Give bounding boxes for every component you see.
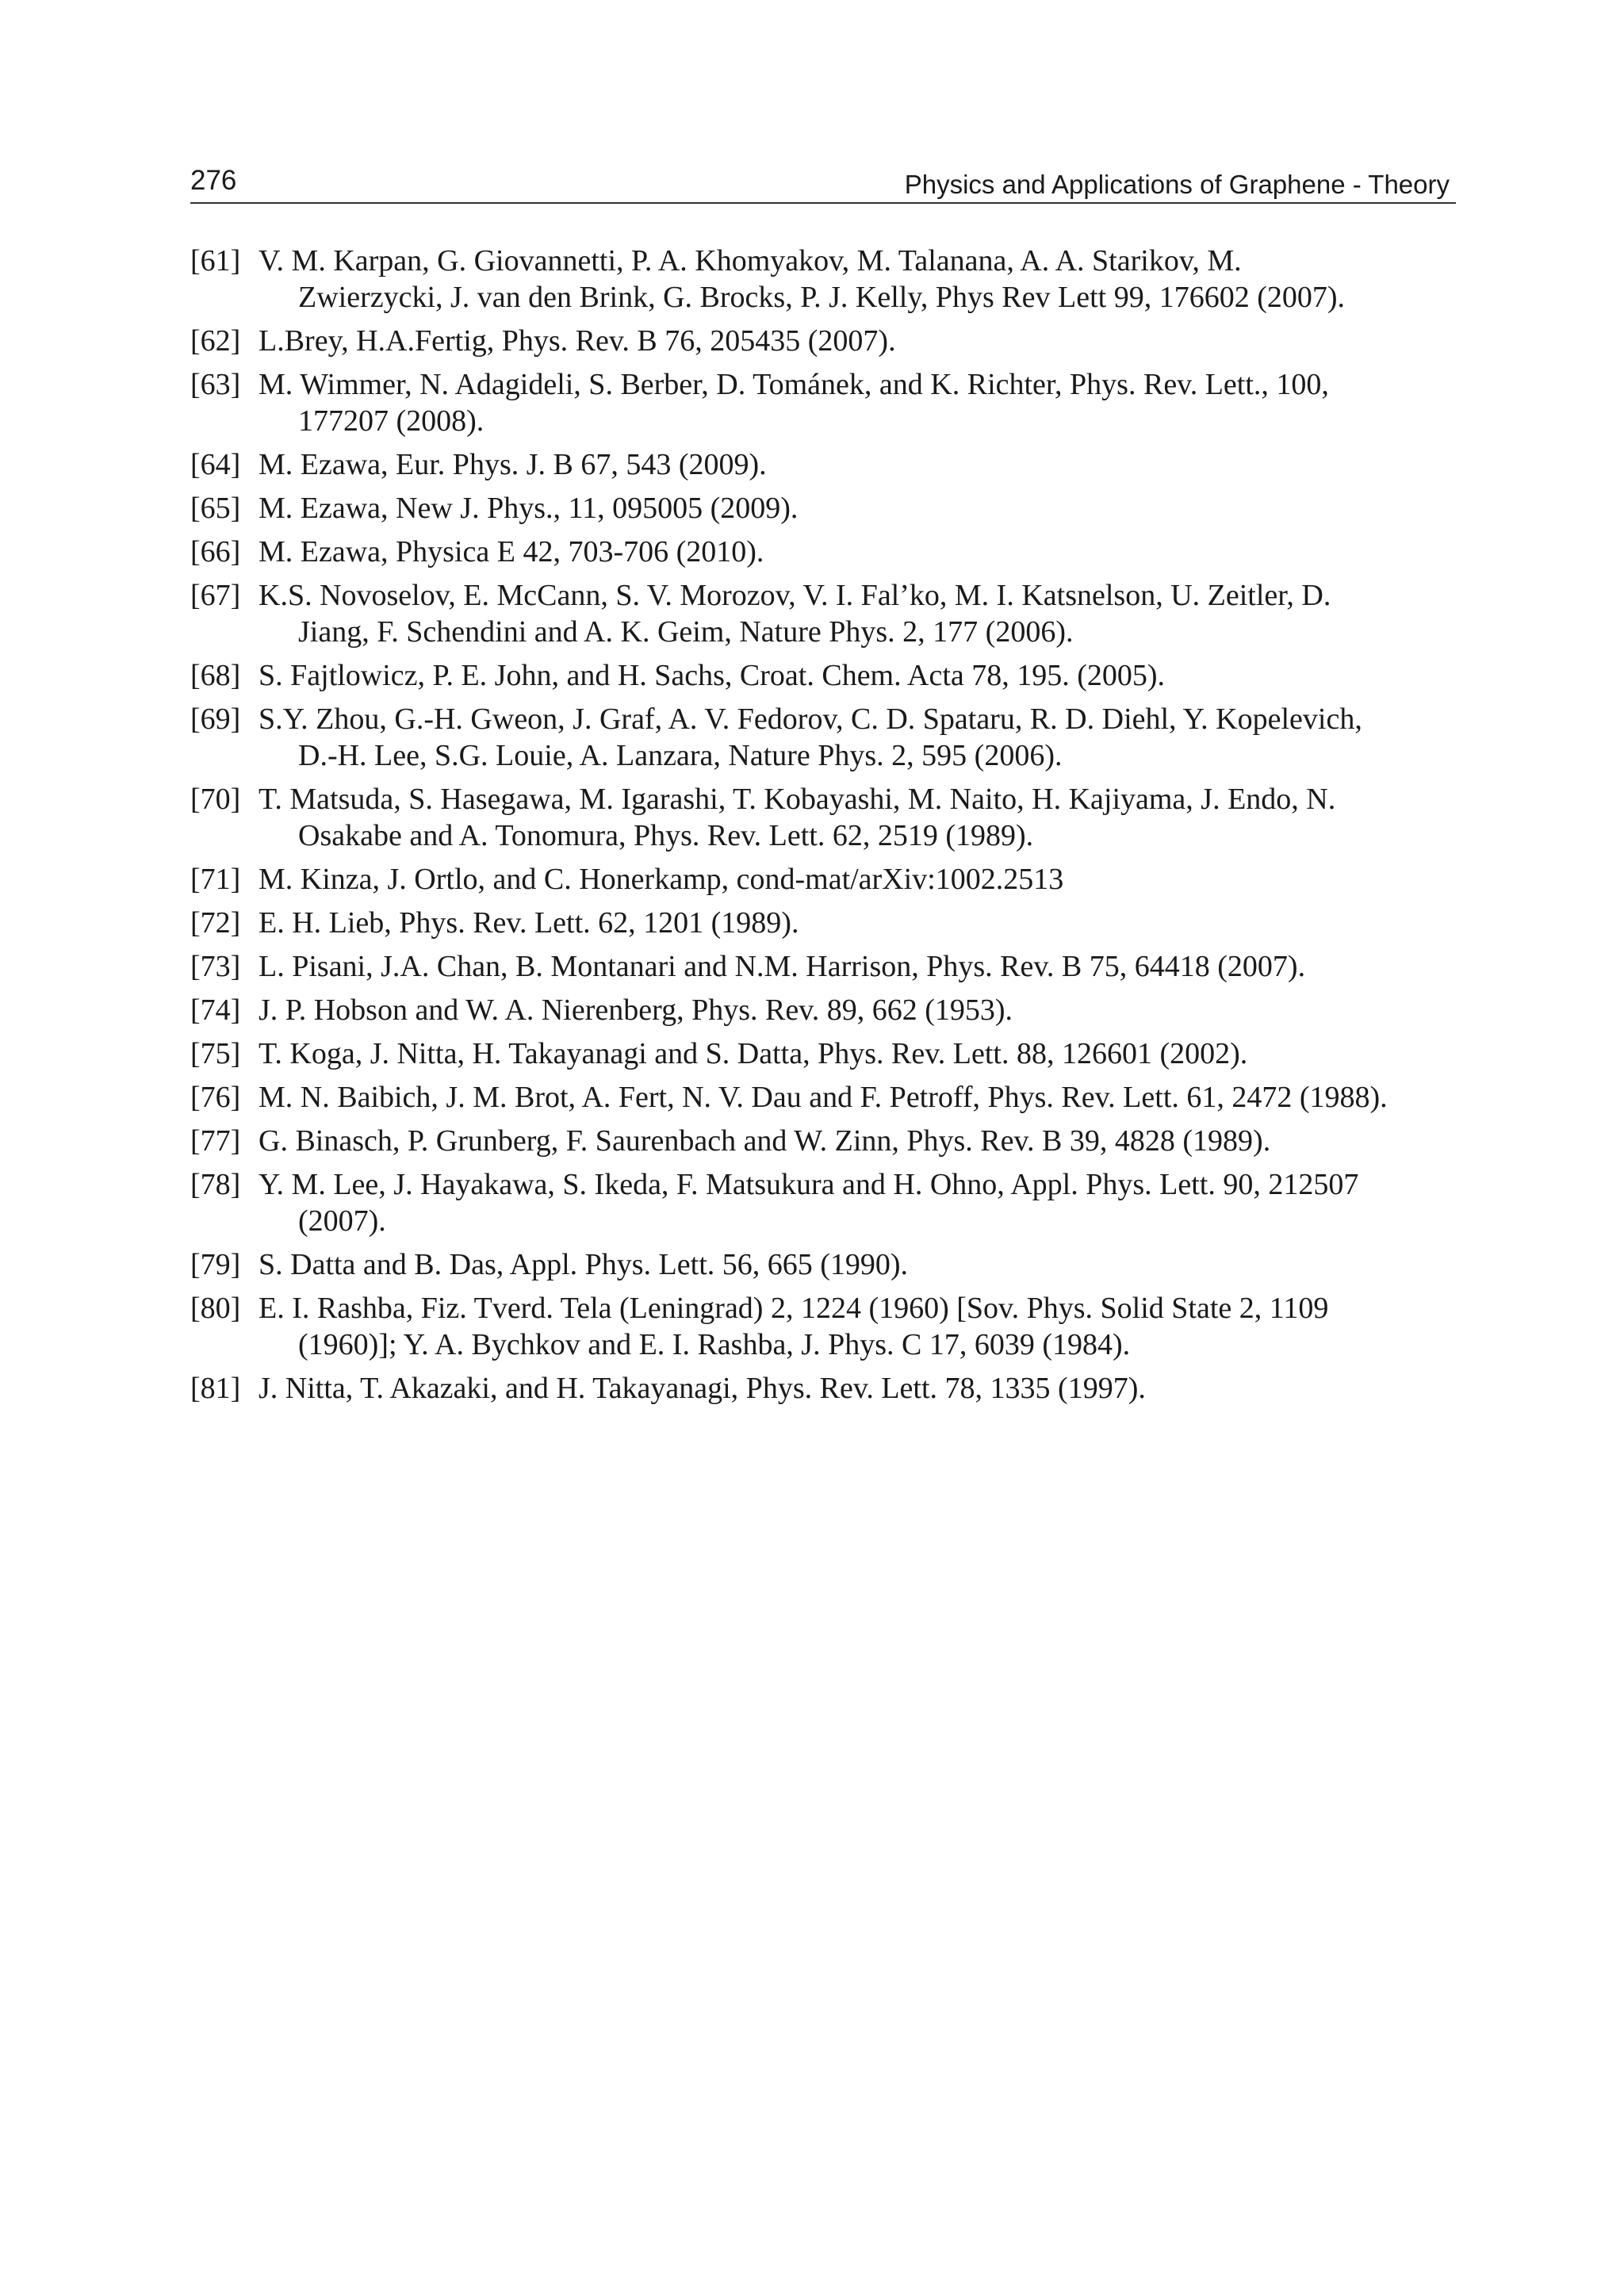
reference-label: [63]: [190, 368, 241, 401]
reference-item: [190, 948, 1456, 985]
reference-item: [190, 1166, 1456, 1239]
reference-continuation: Jiang, F. Schendini and A. K. Geim, Nature Phys. 2, 177 (2006).: [298, 615, 1074, 649]
reference-continuation: (1960)]; Y. A. Bychkov and E. I. Rashba, J. Phys. C 17, 6039 (1984).: [298, 1328, 1131, 1361]
reference-text: S. Fajtlowicz, P. E. John, and H. Sachs, Croat. Chem. Acta 78, 195. (2005).: [259, 659, 1166, 692]
reference-label: [75]: [190, 1037, 241, 1070]
reference-item: [190, 657, 1456, 694]
reference-text: G. Binasch, P. Grunberg, F. Saurenbach and W. Zinn, Phys. Rev. B 39, 4828 (1989).: [259, 1124, 1271, 1158]
running-header: [190, 163, 1456, 204]
reference-label: [69]: [190, 702, 241, 736]
reference-text: M. Ezawa, Physica E 42, 703-706 (2010).: [259, 535, 764, 568]
reference-label: [79]: [190, 1248, 241, 1281]
reference-label: [74]: [190, 993, 241, 1027]
reference-text: J. P. Hobson and W. A. Nierenberg, Phys. Rev. 89, 662 (1953).: [259, 993, 1013, 1027]
reference-continuation: 177207 (2008).: [298, 404, 485, 438]
reference-text: S. Datta and B. Das, Appl. Phys. Lett. 56, 665 (1990).: [259, 1248, 909, 1281]
reference-continuation: (2007).: [298, 1204, 386, 1238]
reference-item: [190, 781, 1456, 854]
reference-label: [65]: [190, 492, 241, 525]
reference-item: [190, 1035, 1456, 1072]
reference-label: [67]: [190, 579, 241, 612]
reference-continuation: Zwierzycki, J. van den Brink, G. Brocks, P. J. Kelly, Phys Rev Lett 99, 176602 (2007).: [298, 281, 1345, 314]
reference-text: L. Pisani, J.A. Chan, B. Montanari and N.M. Harrison, Phys. Rev. B 75, 64418 (2007).: [259, 950, 1306, 983]
reference-text: J. Nitta, T. Akazaki, and H. Takayanagi, Phys. Rev. Lett. 78, 1335 (1997).: [259, 1372, 1146, 1405]
reference-text: K.S. Novoselov, E. McCann, S. V. Morozov, V. I. Fal’ko, M. I. Katsnelson, U. Zeitler, D.: [259, 579, 1331, 612]
reference-text: T. Matsuda, S. Hasegawa, M. Igarashi, T. Kobayashi, M. Naito, H. Kajiyama, J. Endo, N.: [259, 783, 1336, 816]
reference-item: [190, 577, 1456, 650]
reference-text: T. Koga, J. Nitta, H. Takayanagi and S. Datta, Phys. Rev. Lett. 88, 126601 (2002).: [259, 1037, 1248, 1070]
reference-item: [190, 243, 1456, 316]
reference-item: [190, 701, 1456, 774]
page-number: 276: [190, 165, 237, 196]
reference-text: L.Brey, H.A.Fertig, Phys. Rev. B 76, 205435 (2007).: [259, 324, 896, 358]
reference-label: [71]: [190, 863, 241, 896]
reference-item: [190, 1290, 1456, 1363]
reference-label: [73]: [190, 950, 241, 983]
reference-text: M. N. Baibich, J. M. Brot, A. Fert, N. V. Dau and F. Petroff, Phys. Rev. Lett. 61, 2472 (1988).: [259, 1081, 1388, 1114]
reference-text: M. Wimmer, N. Adagideli, S. Berber, D. Tománek, and K. Richter, Phys. Rev. Lett., 100,: [259, 368, 1329, 401]
reference-item: [190, 534, 1456, 570]
reference-continuation: Osakabe and A. Tonomura, Phys. Rev. Lett. 62, 2519 (1989).: [298, 819, 1034, 852]
reference-text: E. I. Rashba, Fiz. Tverd. Tela (Leningrad) 2, 1224 (1960) [Sov. Phys. Solid State 2, 1109: [259, 1292, 1329, 1325]
running-title: Physics and Applications of Graphene - Theory: [904, 170, 1450, 199]
reference-label: [72]: [190, 906, 241, 940]
reference-label: [62]: [190, 324, 241, 358]
reference-label: [78]: [190, 1168, 241, 1201]
reference-text: M. Ezawa, New J. Phys., 11, 095005 (2009).: [259, 492, 799, 525]
reference-item: [190, 992, 1456, 1028]
reference-text: V. M. Karpan, G. Giovannetti, P. A. Khomyakov, M. Talanana, A. A. Starikov, M.: [259, 244, 1242, 278]
reference-item: [190, 446, 1456, 483]
reference-continuation: D.-H. Lee, S.G. Louie, A. Lanzara, Nature Phys. 2, 595 (2006).: [298, 739, 1063, 772]
reference-item: [190, 490, 1456, 526]
reference-text: M. Ezawa, Eur. Phys. J. B 67, 543 (2009).: [259, 448, 767, 481]
reference-label: [64]: [190, 448, 241, 481]
reference-text: Y. M. Lee, J. Hayakawa, S. Ikeda, F. Matsukura and H. Ohno, Appl. Phys. Lett. 90, 212507: [259, 1168, 1359, 1201]
reference-item: [190, 861, 1456, 898]
reference-item: [190, 1246, 1456, 1283]
reference-item: [190, 905, 1456, 941]
reference-label: [66]: [190, 535, 241, 568]
reference-label: [68]: [190, 659, 241, 692]
reference-item: [190, 1123, 1456, 1159]
reference-text: M. Kinza, J. Ortlo, and C. Honerkamp, cond-mat/arXiv:1002.2513: [259, 863, 1064, 896]
reference-label: [70]: [190, 783, 241, 816]
reference-label: [80]: [190, 1292, 241, 1325]
reference-label: [76]: [190, 1081, 241, 1114]
reference-label: [61]: [190, 244, 241, 278]
reference-label: [77]: [190, 1124, 241, 1158]
reference-item: [190, 323, 1456, 359]
reference-text: S.Y. Zhou, G.-H. Gweon, J. Graf, A. V. Fedorov, C. D. Spataru, R. D. Diehl, Y. Kopelevich,: [259, 702, 1362, 736]
reference-text: E. H. Lieb, Phys. Rev. Lett. 62, 1201 (1989).: [259, 906, 799, 940]
reference-item: [190, 1370, 1456, 1407]
reference-item: [190, 366, 1456, 439]
reference-list: [190, 243, 1456, 1414]
reference-item: [190, 1079, 1456, 1116]
reference-label: [81]: [190, 1372, 241, 1405]
